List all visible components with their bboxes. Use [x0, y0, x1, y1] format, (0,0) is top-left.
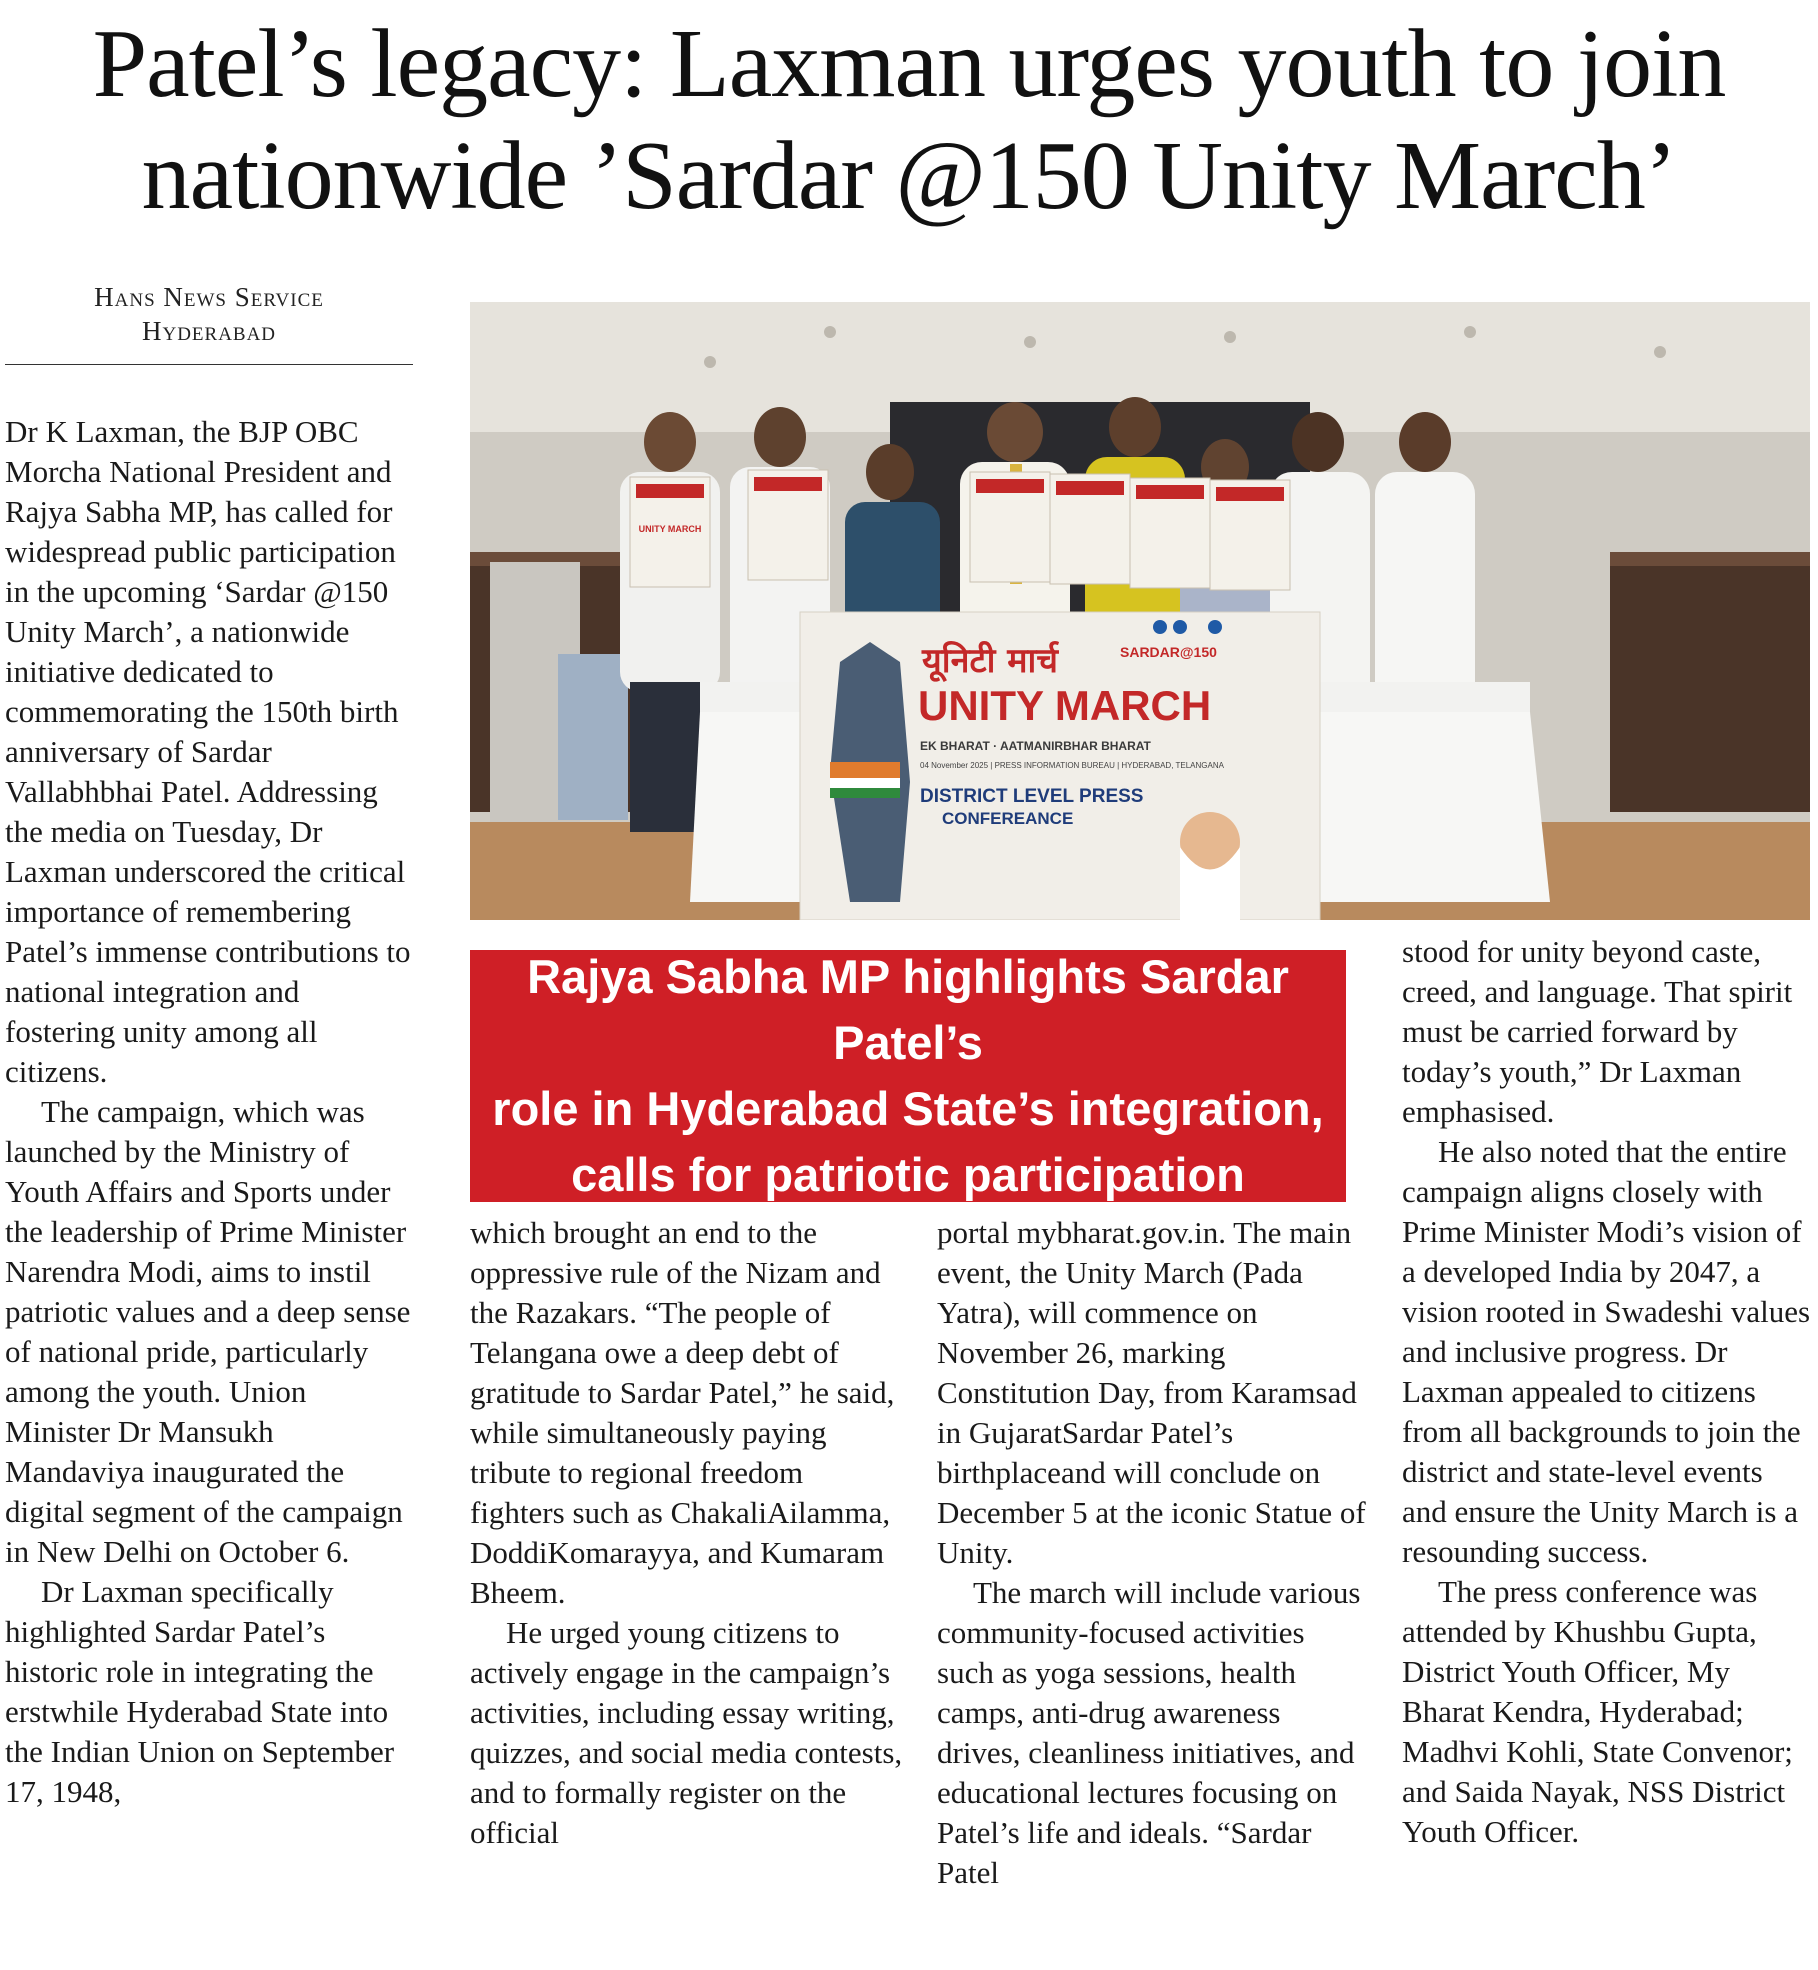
paragraph: Dr Laxman specifically highlighted Sardar Patel’s historic role in integrating the erstwhile Hyderabad State into the Indian Union on September 17, 1948, — [5, 1574, 395, 1809]
paragraph: The press conference was attended by Khushbu Gupta, District Youth Officer, My Bharat Kendra, Hyderabad; Madhvi Kohli, State Convenor; and Saida Nayak, NSS District Youth Officer. — [1402, 1574, 1793, 1849]
paragraph: Dr K Laxman, the BJP OBC Morcha National President and Rajya Sabha MP, has called for widespread public participation in the upcoming ‘Sardar @150 Unity March’, a nationwide initiative dedicated to commemorating the 150th birth anniversary of Sardar Vallabhbhai Patel. Addressing the media on Tuesday, Dr Laxman underscored the critical importance of remembering Patel’s immense contributions to national integration and fostering unity among all citizens. — [5, 414, 411, 1089]
poster-title: UNITY MARCH — [638, 524, 702, 534]
banner-hindi-title: यूनिटी मार्च — [922, 641, 1058, 681]
pull-quote-callout — [470, 950, 1346, 1202]
article-column-1 — [5, 412, 413, 1812]
byline — [5, 280, 413, 348]
banner-tagline: EK BHARAT · AATMANIRBHAR BHARAT — [920, 739, 1151, 753]
banner-event-line-2: CONFEREANCE — [942, 809, 1074, 828]
paragraph: He urged young citizens to actively engage in the campaign’s activities, including essay writing, quizzes, and social media contests, and to formally register on the official — [470, 1615, 903, 1850]
article-column-3 — [937, 1213, 1367, 1893]
paragraph: stood for unity beyond caste, creed, and language. That spirit must be carried forward by today’s youth,” Dr Laxman emphasised. — [1402, 934, 1793, 1129]
paragraph: The campaign, which was launched by the Ministry of Youth Affairs and Sports under the leadership of Prime Minister Narendra Modi, aims to instil patriotic values and a deep sense of national pride, particularly among the youth. Union Minister Dr Mansukh Mandaviya inaugurated the digital segment of the campaign in New Delhi on October 6. — [5, 1094, 411, 1569]
headline-line-1: Patel’s legacy: Laxman urges youth to join — [92, 10, 1726, 118]
paragraph: He also noted that the entire campaign aligns closely with Prime Minister Modi’s vision of a developed India by 2047, a vision rooted in Swadeshi values and inclusive progress. Dr Laxman appealed to citizens from all backgrounds to join the district and state-level events and ensure the Unity March is a resounding success. — [1402, 1134, 1811, 1569]
paragraph: which brought an end to the oppressive rule of the Nizam and the Razakars. “The people of Telangana owe a deep debt of gratitude to Sardar Patel,” he said, while simultaneously paying tribute to regional freedom fighters such as ChakaliAilamma, DoddiKomarayya, and Kumaram Bheem. — [470, 1215, 895, 1610]
callout-line-2: role in Hyderabad State’s integration, — [492, 1082, 1324, 1135]
paragraph: portal mybharat.gov.in. The main event, the Unity March (Pada Yatra), will commence on November 26, marking Constitution Day, from Karamsad in GujaratSardar Patel’s birthplaceand will conclude on December 5 at the iconic Statue of Unity. — [937, 1215, 1366, 1570]
byline-divider — [5, 364, 413, 365]
banner-badge: SARDAR@150 — [1120, 644, 1217, 660]
headline-line-2: nationwide ’Sardar @150 Unity March’ — [141, 122, 1677, 230]
paragraph: The march will include various community-focused activities such as yoga sessions, health camps, anti-drug awareness drives, cleanliness initiatives, and educational lectures focusing on Patel’s life and ideals. “Sardar Patel — [937, 1575, 1361, 1890]
article-column-4 — [1402, 932, 1814, 1852]
banner-event-line-1: DISTRICT LEVEL PRESS — [920, 786, 1144, 807]
callout-line-3: calls for patriotic participation — [571, 1148, 1245, 1201]
byline-agency: Hans News Service — [94, 282, 324, 312]
byline-city: Hyderabad — [141, 316, 277, 346]
article-column-2 — [470, 1213, 905, 1853]
callout-line-1: Rajya Sabha MP highlights Sardar Patel’s — [527, 950, 1289, 1069]
banner-dateline: 04 November 2025 | PRESS INFORMATION BUREAU | HYDERABAD, TELANGANA — [920, 761, 1224, 770]
article-headline — [0, 0, 1818, 232]
press-conference-photo — [470, 302, 1810, 920]
banner-title: UNITY MARCH — [918, 682, 1212, 729]
